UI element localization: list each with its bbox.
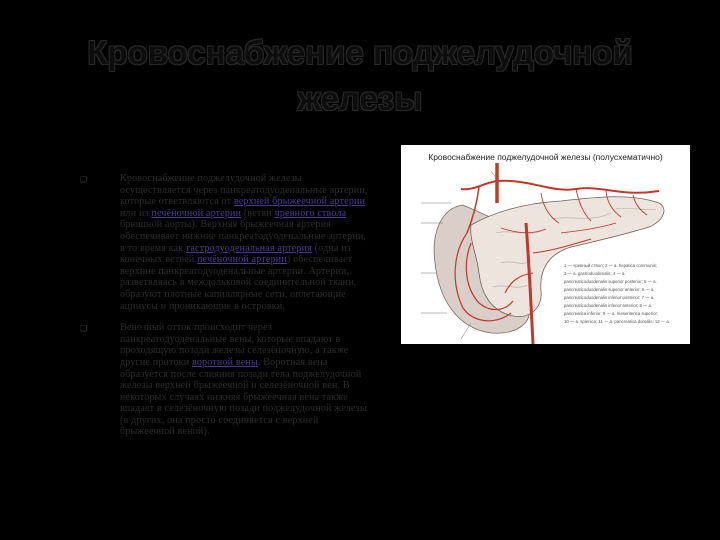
bullet-item: [80, 322, 370, 438]
text-segment: ) обеспечивает верхние панкреатодуоденальные артерии. Артерии, разветвляясь в междольковой соединительной ткани, образуют плотные капиллярные сети, оплетающие ацинусы и проникающие в островки.: [120, 254, 357, 312]
text-segment: . Воротная вена образуется после слияния позади тела поджелудочной железы верхней брыжеечной и селезёночной вен. В некоторых случаях нижняя брыжеечная вена также впадает в селезёночную позади поджелудочной железы (в других, она просто соединяется с верхней брыжеечной веной).: [120, 356, 367, 438]
link-superior-mesenteric-artery[interactable]: верхней брыжеечной артерии: [233, 196, 366, 208]
legend-line: pancreaticoduodenalis superior anterior; 6 — а.: [564, 287, 655, 292]
legend-line: pancreaticoduodenalis inferior anterior; 8 — а.: [564, 303, 653, 308]
legend-line: 1 — чревный ствол; 2 — а. hepatica communis;: [564, 263, 658, 268]
bullet-item: [80, 173, 370, 312]
link-hepatic-artery[interactable]: печёночной артерии: [151, 207, 242, 219]
bullet-square-icon: ❑: [80, 324, 88, 334]
text-segment: брюшной аорты). Верхняя брыжеечная артерия обеспечивает нижние панкреатодуоденальные артерии, в то время как: [120, 219, 367, 254]
legend-line: pancreatica inferior; 9 — а. mesenterica superior;: [564, 311, 659, 316]
legend-line: pancreaticoduodenalis superior posterior; 5 — а.: [564, 279, 657, 284]
legend-line: pancreaticoduodenalis inferior posterior; 7 — а.: [564, 295, 655, 300]
splenic-artery: [497, 181, 659, 193]
link-celiac-trunk[interactable]: чревного ствола: [274, 207, 347, 219]
text-segment: Венозный отток происходит через панкреатодуоденальные вены, которые впадают в проходящую позади железы селезёночную, а также другие притоки: [120, 322, 349, 368]
text-segment: (одна из конечных ветвей: [120, 242, 351, 266]
bullet-square-icon: ❑: [80, 175, 88, 184]
bullet-text: [120, 173, 370, 312]
link-gastroduodenal-artery[interactable]: гастродуоденальная артерия: [186, 242, 312, 254]
bullet-list: [80, 163, 370, 448]
legend-line: 10 — а. splenica; 11 — а. pancreatica dorsalis; 12 — а.: [564, 319, 670, 324]
anatomy-figure: [401, 145, 690, 344]
figure-title: Кровоснабжение поджелудочной железы (полусхематично): [428, 152, 663, 162]
text-segment: или из: [120, 207, 152, 219]
slide-title: Кровоснабжение поджелудочной железы: [87, 34, 633, 117]
figure-legend: [564, 262, 684, 326]
text-segment: (ветви: [241, 207, 275, 219]
text-segment: Кровоснабжение поджелудочной железы осуществляется через панкреатодуоденальные артерии, которые ответвляются от: [120, 173, 368, 208]
bullet-text: [120, 322, 370, 438]
link-hepatic-artery-2[interactable]: печёночной артерии: [197, 254, 287, 266]
legend-line: 3 — а. gastroduodenalis; 4 — а.: [564, 271, 626, 276]
link-portal-vein[interactable]: воротной вены: [192, 356, 258, 368]
